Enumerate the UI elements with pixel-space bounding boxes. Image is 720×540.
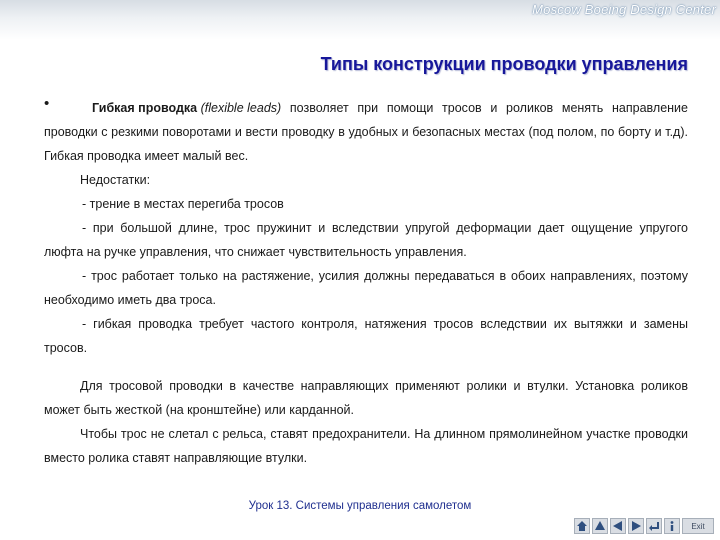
brand-logo: Moscow Boeing Design Center — [532, 2, 716, 17]
lesson-footer: Урок 13. Системы управления самолетом — [248, 500, 472, 512]
drawbacks-label: Недостатки: — [80, 173, 151, 187]
intro-paragraph — [44, 96, 688, 168]
guides-paragraph: Для тросовой проводки в качестве направляющих применяют ролики и втулки. Установка роликов может быть жесткой (на кронштейне) или карданной. — [44, 379, 688, 417]
slide-body — [44, 96, 688, 470]
drawback-item: - трос работает только на растяжение, усилия должны передаваться в обоих направлениях, поэтому необходимо иметь два троса. — [44, 269, 688, 307]
slide-navigation — [574, 518, 680, 534]
arrow-up-icon[interactable] — [592, 518, 608, 534]
drawback-item: - при большой длине, трос пружинит и вследствии упругой деформации дает ощущение упругого люфта на ручке управления, что снижает чувствительность управления. — [44, 221, 688, 259]
slide-title: Типы конструкции проводки управления — [320, 54, 688, 74]
term-english: (flexible leads) — [200, 101, 282, 115]
arrow-left-icon[interactable] — [610, 518, 626, 534]
arrow-right-icon[interactable] — [628, 518, 644, 534]
term-flexible-leads: Гибкая проводка — [92, 101, 198, 115]
home-icon[interactable] — [574, 518, 590, 534]
exit-button[interactable]: Exit — [682, 518, 714, 534]
info-icon[interactable] — [664, 518, 680, 534]
intro-text: позволяет при помощи тросов и роликов менять направление проводки с резкими поворотами и вести проводку в удобных и безопасных местах (под полом, по борту и т.д). Гибкая проводка имеет малый вес. — [44, 101, 688, 163]
bullet-mark: • — [44, 95, 50, 112]
return-icon[interactable] — [646, 518, 662, 534]
drawback-item: - гибкая проводка требует частого контроля, натяжения тросов вследствии их вытяжки и замены тросов. — [44, 317, 688, 355]
safety-paragraph: Чтобы трос не слетал с рельса, ставят предохранители. На длинном прямолинейном участке проводки вместо ролика ставят направляющие втулки. — [44, 427, 688, 465]
drawback-item: - трение в местах перегиба тросов — [82, 197, 284, 211]
